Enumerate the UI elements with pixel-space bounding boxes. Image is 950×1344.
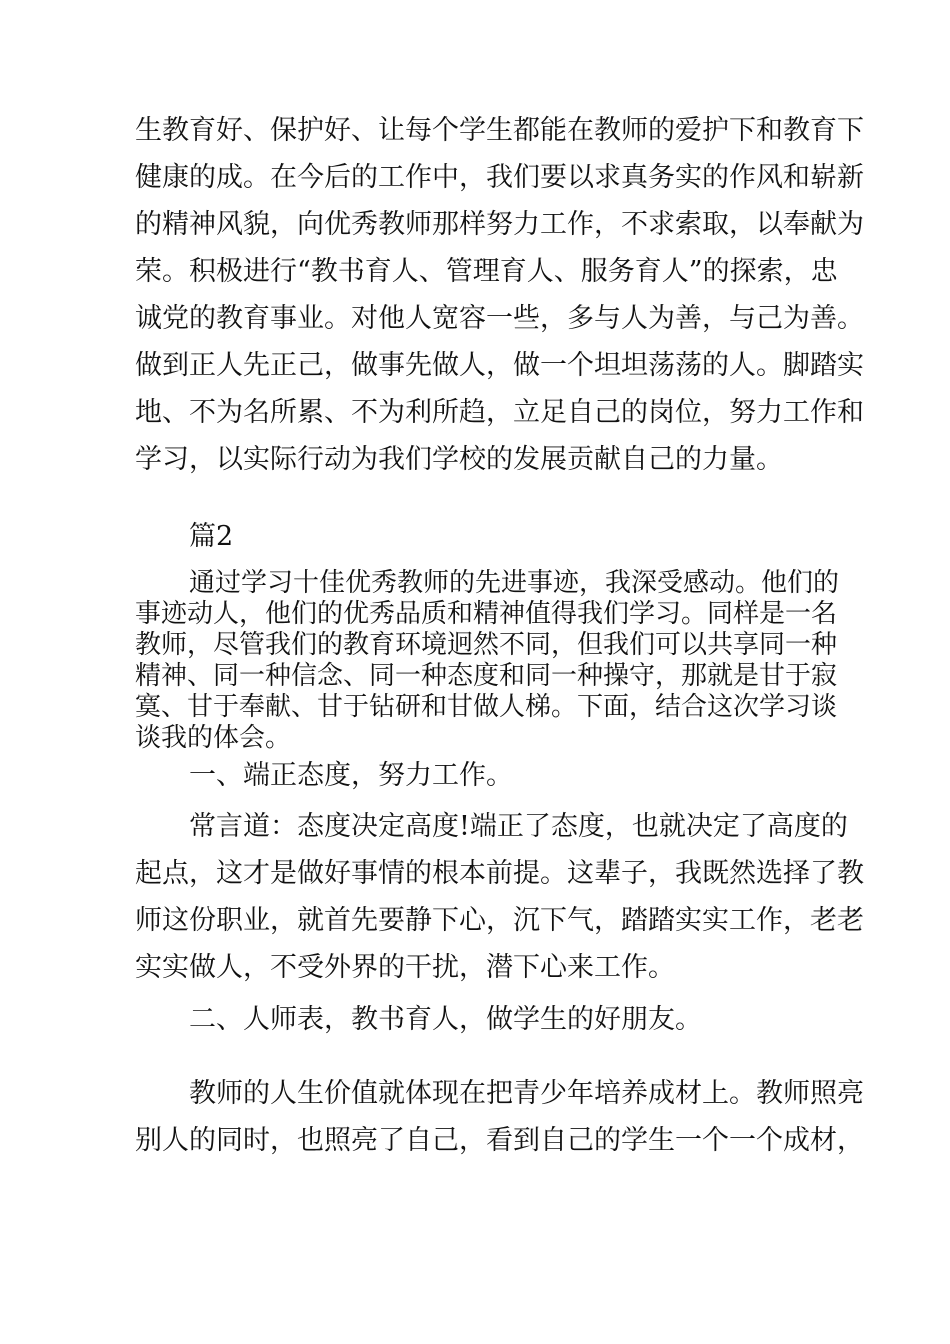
paragraph-2-line: 精神、同一种信念、同一种态度和同一种操守，那就是甘于寂: [135, 661, 838, 691]
heading-2: 二、人师表，教书育人，做学生的好朋友。: [189, 1004, 702, 1035]
paragraph-1-line: 健康的成。在今后的工作中，我们要以求真务实的作风和崭新: [135, 162, 864, 193]
paragraph-4-line: 别人的同时，也照亮了自己，看到自己的学生一个一个成材，: [135, 1125, 864, 1156]
paragraph-3-line: 起点，这才是做好事情的根本前提。这辈子，我既然选择了教: [135, 858, 864, 889]
paragraph-2-line: 寞、甘于奉献、甘于钻研和甘做人梯。下面，结合这次学习谈: [135, 692, 838, 722]
section-title-block: [135, 513, 835, 560]
paragraph-2-line: 事迹动人，他们的优秀品质和精神值得我们学习。同样是一名: [135, 599, 838, 629]
section-title: 篇2: [189, 521, 234, 552]
paragraph-4: [135, 1070, 864, 1164]
heading-1: 一、端正态度，努力工作。: [189, 760, 513, 791]
paragraph-1-line: 地、不为名所累、不为利所趋，立足自己的岗位，努力工作和: [135, 397, 864, 428]
paragraph-3: [135, 803, 864, 991]
paragraph-3-line: 常言道：态度决定高度!端正了态度，也就决定了高度的: [189, 811, 848, 842]
paragraph-3-line: 师这份职业，就首先要静下心，沉下气，踏踏实实工作，老老: [135, 905, 864, 936]
paragraph-4-line: 教师的人生价值就体现在把青少年培养成材上。教师照亮: [189, 1078, 864, 1109]
paragraph-1-line: 的精神风貌，向优秀教师那样努力工作，不求索取，以奉献为: [135, 209, 864, 240]
paragraph-1-line: 诚党的教育事业。对他人宽容一些，多与人为善，与己为善。: [135, 303, 864, 334]
heading-2-block: [135, 996, 835, 1043]
paragraph-1-line: 荣。积极进行“教书育人、管理育人、服务育人”的探索，忠: [135, 256, 838, 287]
paragraph-2: [135, 568, 840, 754]
paragraph-2-line: 教师，尽管我们的教育环境迥然不同，但我们可以共享同一种: [135, 630, 838, 660]
paragraph-1-line: 学习，以实际行动为我们学校的发展贡献自己的力量。: [135, 444, 783, 475]
paragraph-1: [135, 107, 864, 483]
paragraph-1-line: 生教育好、保护好、让每个学生都能在教师的爱护下和教育下: [135, 115, 864, 146]
paragraph-2-line: 通过学习十佳优秀教师的先进事迹，我深受感动。他们的: [189, 568, 840, 598]
paragraph-2-line: 谈我的体会。: [135, 723, 292, 753]
heading-1-block: [135, 752, 835, 799]
paragraph-3-line: 实实做人，不受外界的干扰，潜下心来工作。: [135, 952, 675, 983]
paragraph-1-line: 做到正人先正己，做事先做人，做一个坦坦荡荡的人。脚踏实: [135, 350, 864, 381]
